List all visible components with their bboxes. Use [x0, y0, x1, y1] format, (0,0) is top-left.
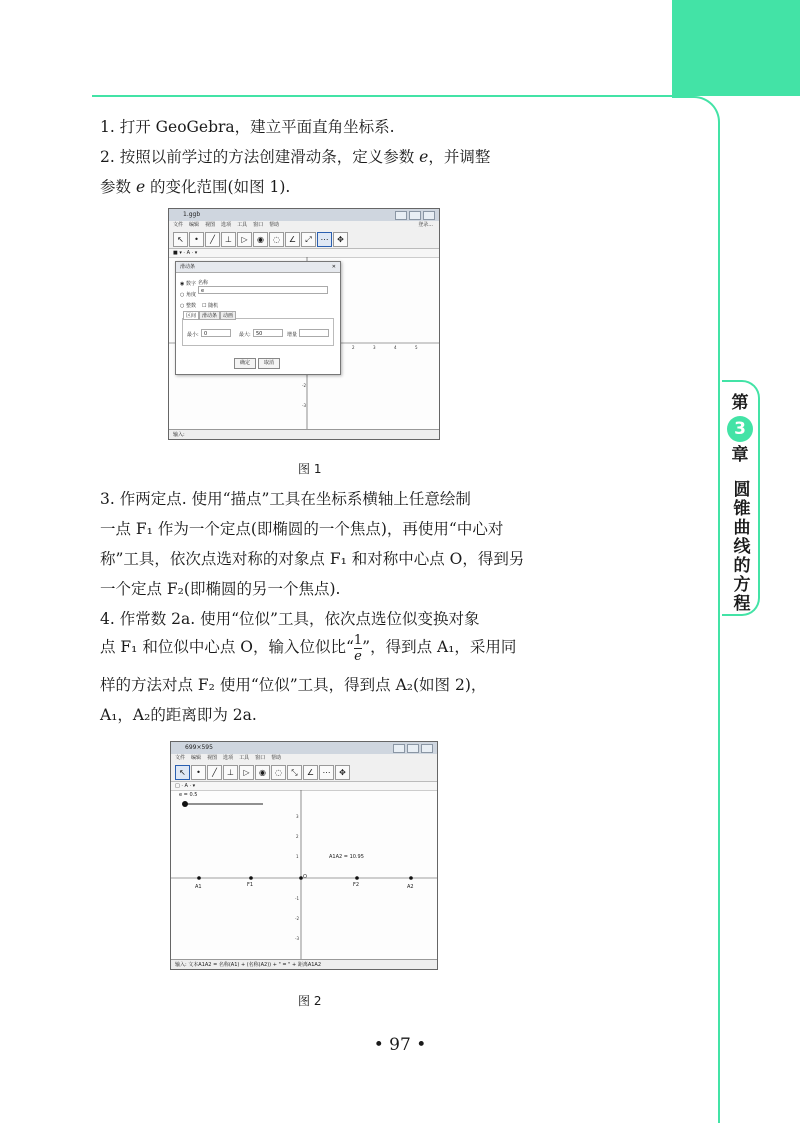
- page-number: • 97 •: [373, 1035, 427, 1055]
- move-tool-icon[interactable]: ↖: [175, 765, 190, 780]
- maximize-icon[interactable]: [409, 211, 421, 220]
- ok-button[interactable]: 确定: [234, 358, 256, 369]
- step-label: 增量: [287, 332, 298, 338]
- max-label: 最大:: [239, 332, 251, 338]
- conic-tool-icon[interactable]: ◌: [271, 765, 286, 780]
- conic-tool-icon[interactable]: ◌: [269, 232, 284, 247]
- point-a2: [409, 876, 413, 880]
- figure-2-caption: 图 2: [298, 994, 322, 1008]
- fig2-input-bar[interactable]: 输入: 文本A1A2 = 名称(A1) + (名称(A2)) + " = " + 距离A1A2: [171, 959, 437, 969]
- step-3-line-4: 一个定点 F₂(即椭圆的另一个焦点).: [100, 580, 341, 598]
- side-rule: [718, 122, 720, 1123]
- dilate-tool-icon[interactable]: ⤡: [287, 765, 302, 780]
- line-tool-icon[interactable]: ╱: [207, 765, 222, 780]
- step-4-line-2: 点 F₁ 和位似中心点 O，输入位似比“ $\frac{1}{e}$ ”，得到点 A₁，采用同: [100, 632, 517, 664]
- menu-help[interactable]: 帮助: [271, 755, 282, 761]
- menu-edit[interactable]: 编辑: [191, 755, 202, 761]
- fig2-menubar: [171, 754, 437, 763]
- header-rule: [92, 95, 672, 97]
- chapter-number: 3: [727, 416, 753, 442]
- menu-file[interactable]: 文件: [173, 222, 184, 228]
- step-2-line-2: 参数 e 的变化范围(如图 1).: [100, 178, 291, 196]
- svg-text:3: 3: [373, 345, 376, 350]
- polygon-tool-icon[interactable]: ▷: [239, 765, 254, 780]
- point-f1: [249, 876, 253, 880]
- line-tool-icon[interactable]: ╱: [205, 232, 220, 247]
- fig2-toolbar: [171, 763, 437, 782]
- slider-tool-icon[interactable]: ⋯: [319, 765, 334, 780]
- header-color-block: [672, 0, 800, 96]
- header-corner-curve: [672, 96, 720, 124]
- point-a1: [197, 876, 201, 880]
- reflect-tool-icon[interactable]: ⤢: [301, 232, 316, 247]
- circle-tool-icon[interactable]: ◉: [255, 765, 270, 780]
- slider-label: e = 0.5: [179, 792, 198, 798]
- menu-options[interactable]: 选项: [221, 222, 232, 228]
- svg-text:1: 1: [296, 854, 299, 859]
- maximize-icon[interactable]: [407, 744, 419, 753]
- svg-text:4: 4: [394, 345, 397, 350]
- tab-slider[interactable]: 滑动条: [199, 311, 220, 320]
- step-3-line-2: 一点 F₁ 作为一个定点(即椭圆的一个焦点)，再使用“中心对: [100, 520, 504, 538]
- step-1: 1. 打开 GeoGebra，建立平面直角坐标系.: [100, 118, 395, 136]
- label-a2: A2: [407, 884, 414, 890]
- menu-tools[interactable]: 工具: [237, 222, 248, 228]
- menu-view[interactable]: 视图: [205, 222, 216, 228]
- distance-label: A1A2 = 10.95: [329, 854, 364, 860]
- step-2-line-1: 2. 按照以前学过的方法创建滑动条，定义参数 e，并调整: [100, 148, 491, 166]
- polygon-tool-icon[interactable]: ▷: [237, 232, 252, 247]
- figure-2-window: [170, 741, 438, 970]
- name-label: 名称: [198, 280, 209, 286]
- minimize-icon[interactable]: [395, 211, 407, 220]
- step-3-line-3: 称”工具，依次点选对称的对象点 F₁ 和对称中心点 O，得到另: [100, 550, 525, 568]
- name-input[interactable]: e: [198, 286, 328, 294]
- minimize-icon[interactable]: [393, 744, 405, 753]
- radio-integer[interactable]: ○ 整数: [180, 303, 196, 309]
- chapter-name: 圆锥曲线的方程: [729, 480, 750, 613]
- menu-options[interactable]: 选项: [223, 755, 234, 761]
- fig1-toolbar: [169, 230, 439, 249]
- cancel-button[interactable]: 取消: [258, 358, 280, 369]
- menu-tools[interactable]: 工具: [239, 755, 250, 761]
- move-view-tool-icon[interactable]: ✥: [333, 232, 348, 247]
- svg-text:2: 2: [352, 345, 355, 350]
- dialog-close-icon[interactable]: ✕: [331, 264, 336, 270]
- label-origin: O: [303, 874, 307, 880]
- figure-1-window: [168, 208, 440, 440]
- radio-number[interactable]: ◉ 数字: [180, 281, 196, 287]
- ratio-fraction: $\frac{1}{e}$: [353, 632, 363, 664]
- svg-text:-2: -2: [302, 383, 306, 388]
- svg-text:2: 2: [296, 834, 299, 839]
- svg-text:-3: -3: [295, 936, 299, 941]
- close-icon[interactable]: [423, 211, 435, 220]
- label-a1: A1: [195, 884, 202, 890]
- min-label: 最小:: [187, 332, 199, 338]
- max-input[interactable]: 50: [253, 329, 283, 337]
- move-tool-icon[interactable]: ↖: [173, 232, 188, 247]
- circle-tool-icon[interactable]: ◉: [253, 232, 268, 247]
- tab-animation[interactable]: 动画: [220, 311, 236, 320]
- menu-window[interactable]: 窗口: [253, 222, 264, 228]
- close-icon[interactable]: [421, 744, 433, 753]
- label-f2: F2: [353, 882, 360, 888]
- perpendicular-tool-icon[interactable]: ⊥: [221, 232, 236, 247]
- svg-text:5: 5: [415, 345, 418, 350]
- slider-dialog: [175, 261, 341, 375]
- menu-window[interactable]: 窗口: [255, 755, 266, 761]
- step-3-line-1: 3. 作两定点. 使用“描点”工具在坐标系横轴上任意绘制: [100, 490, 471, 508]
- step-4-line-3: 样的方法对点 F₂ 使用“位似”工具，得到点 A₂(如图 2)，: [100, 676, 487, 694]
- fig1-style-bar: ■ ▾ · A · ▾: [169, 249, 439, 258]
- radio-angle[interactable]: ○ 角度: [180, 292, 196, 298]
- svg-text:-2: -2: [295, 916, 299, 921]
- login-link[interactable]: 登录...: [418, 222, 433, 228]
- point-tool-icon[interactable]: •: [189, 232, 204, 247]
- menu-edit[interactable]: 编辑: [189, 222, 200, 228]
- chapter-suffix: 章: [731, 445, 749, 465]
- svg-text:-1: -1: [295, 896, 299, 901]
- angle-tool-icon[interactable]: ∠: [303, 765, 318, 780]
- point-f2: [355, 876, 359, 880]
- menu-view[interactable]: 视图: [207, 755, 218, 761]
- move-view-tool-icon[interactable]: ✥: [335, 765, 350, 780]
- slider-tool-icon[interactable]: ⋯: [317, 232, 332, 247]
- step-4-line-1: 4. 作常数 2a. 使用“位似”工具，依次点选位似变换对象: [100, 610, 480, 628]
- fig1-input-bar[interactable]: 输入:: [169, 429, 439, 439]
- min-input[interactable]: 0: [201, 329, 231, 337]
- step-4-line-4: A₁，A₂的距离即为 2a.: [100, 706, 257, 724]
- menu-file[interactable]: 文件: [175, 755, 186, 761]
- slider-dialog-title: 滑动条: [180, 264, 196, 270]
- slider-knob: [182, 801, 188, 807]
- perpendicular-tool-icon[interactable]: ⊥: [223, 765, 238, 780]
- random-checkbox[interactable]: ☐ 随机: [202, 303, 219, 309]
- svg-text:3: 3: [296, 814, 299, 819]
- svg-text:-3: -3: [302, 403, 306, 408]
- fig2-style-bar: □ · A · ▾: [171, 782, 437, 791]
- range-panel: [182, 313, 334, 346]
- menu-help[interactable]: 帮助: [269, 222, 280, 228]
- angle-tool-icon[interactable]: ∠: [285, 232, 300, 247]
- tab-range[interactable]: 区间: [183, 311, 199, 320]
- label-f1: F1: [247, 882, 254, 888]
- point-tool-icon[interactable]: •: [191, 765, 206, 780]
- chapter-prefix: 第: [731, 393, 749, 413]
- figure-1-caption: 图 1: [298, 462, 322, 476]
- fig2-titlebar: 699×595: [171, 742, 437, 754]
- chapter-tab: [722, 380, 760, 616]
- fig1-titlebar: 1.ggb: [169, 209, 439, 221]
- step-input[interactable]: [299, 329, 329, 337]
- fig1-menubar: [169, 221, 439, 230]
